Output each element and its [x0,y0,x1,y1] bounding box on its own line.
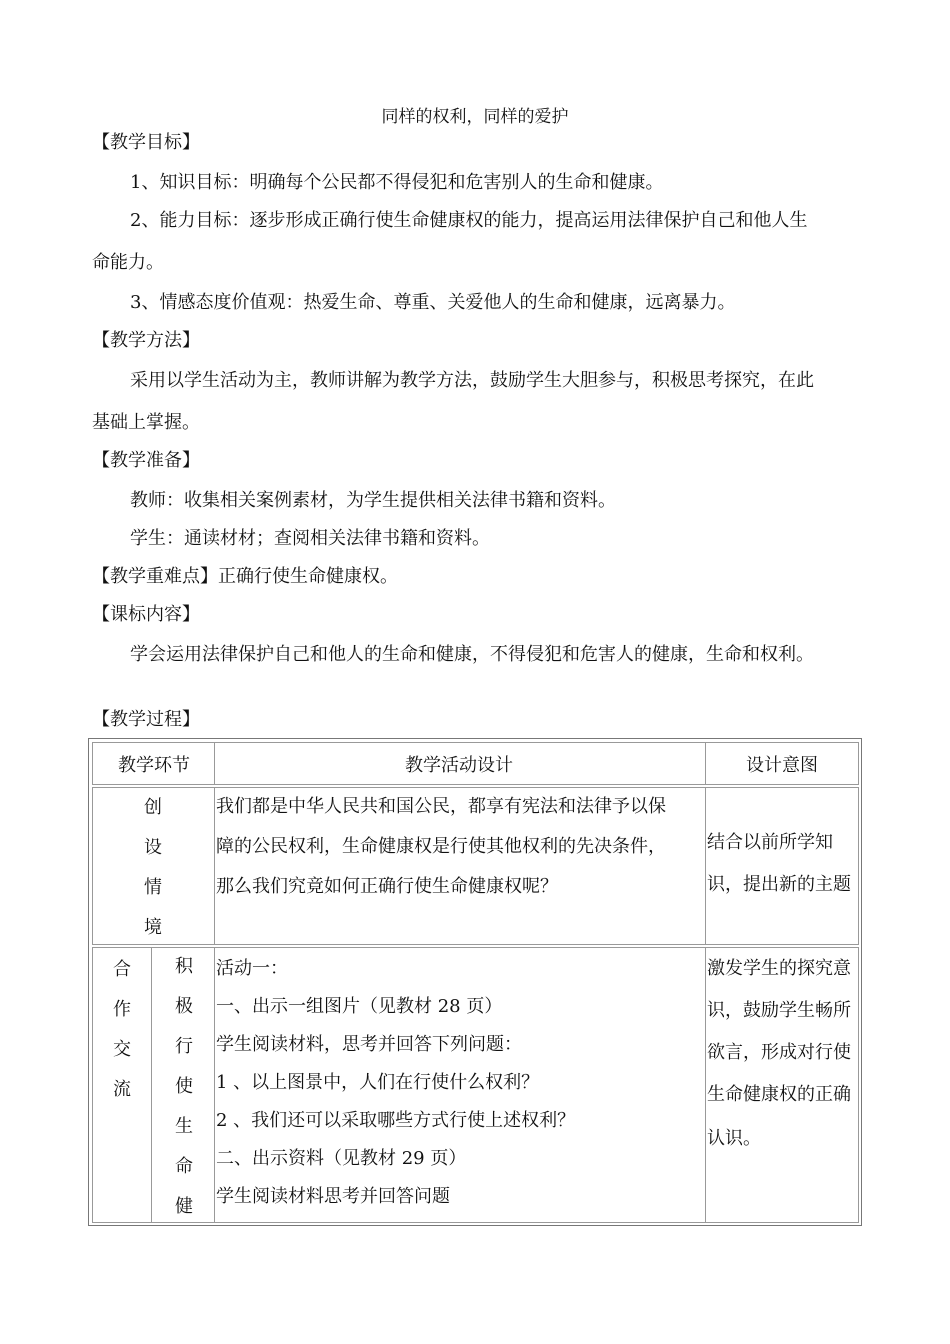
row1-intent-line: 识，提出新的主题 [707,874,851,895]
row1-stage-char: 设 [144,837,162,858]
heading-curriculum-standard: 【课标内容】 [92,604,200,625]
row2-substage-char: 命 [175,1156,193,1177]
row2-stage-vertical-text [110,950,134,1110]
row2-substage-char: 健 [175,1196,193,1217]
heading-teaching-preparation: 【教学准备】 [92,450,200,471]
row1-activity-line: 我们都是中华人民共和国公民，都享有宪法和法律予以保 [216,796,666,817]
header-cell-stage [92,742,215,785]
row1-intent-cell [705,787,859,945]
row2-substage-char: 行 [175,1036,193,1057]
row2-activity-line: 活动一： [216,958,288,979]
row2-stage-char: 流 [113,1079,131,1100]
goal-emotion: 3、情感态度价值观：热爱生命、尊重、关爱他人的生命和健康，远离暴力。 [130,292,736,313]
row1-activity-line: 那么我们究竟如何正确行使生命健康权呢？ [216,876,558,897]
row2-stage-char: 交 [113,1039,131,1060]
prep-teacher: 教师：收集相关案例素材，为学生提供相关法律书籍和资料。 [130,490,616,511]
document-title: 同样的权利，同样的爱护 [381,107,569,127]
goal-ability-line1: 2、能力目标：逐步形成正确行使生命健康权的能力，提高运用法律保护自己和他人生 [130,210,808,231]
row2-substage-cell [151,947,215,1223]
row1-stage-char: 创 [144,797,162,818]
row2-stage-cell [92,947,152,1223]
row2-substage-char: 使 [175,1076,193,1097]
row2-intent-line: 激发学生的探究意 [707,958,851,979]
row1-stage-cell [92,787,215,945]
header-activity: 教学活动设计 [405,755,513,776]
heading-teaching-goals: 【教学目标】 [92,132,200,153]
header-cell-intent [705,742,859,785]
row2-intent-line: 欲言，形成对行使 [707,1042,851,1063]
row2-activity-line: 学生阅读材料，思考并回答下列问题： [216,1034,522,1055]
row1-stage-char: 境 [144,917,162,938]
header-stage: 教学环节 [118,755,190,776]
method-line2: 基础上掌握。 [92,412,200,433]
row1-activity-line: 障的公民权利，生命健康权是行使其他权利的先决条件， [216,836,666,857]
row2-stage-char: 合 [113,959,131,980]
key-difficult-point: 【教学重难点】正确行使生命健康权。 [92,566,398,587]
row2-activity-cell [214,947,706,1223]
row2-substage-char: 积 [175,956,193,977]
row2-stage-char: 作 [113,999,131,1020]
goal-ability-line2: 命能力。 [92,252,164,273]
teaching-process-table [88,738,862,1226]
header-intent: 设计意图 [746,755,818,776]
header-cell-activity [214,742,706,785]
row2-intent-line: 生命健康权的正确 [707,1084,851,1105]
curriculum-standard-text: 学会运用法律保护自己和他人的生命和健康，不得侵犯和危害人的健康，生命和权利。 [130,644,814,665]
row2-activity-line: 二、出示资料（见教材 29 页） [216,1148,467,1169]
row1-activity-cell [214,787,706,945]
row2-substage-char: 生 [175,1116,193,1137]
prep-student: 学生：通读材材；查阅相关法律书籍和资料。 [130,528,490,549]
row2-substage-char: 极 [175,996,193,1017]
row1-stage-vertical-text [141,788,165,948]
row2-activity-line: 2 、我们还可以采取哪些方式行使上述权利？ [216,1110,576,1131]
row1-stage-char: 情 [144,877,162,898]
row2-activity-line: 1 、以上图景中，人们在行使什么权利？ [216,1072,540,1093]
row2-substage-vertical-text [172,947,196,1227]
row2-intent-line: 认识。 [707,1128,761,1149]
method-line1: 采用以学生活动为主，教师讲解为教学方法，鼓励学生大胆参与，积极思考探究，在此 [130,370,814,391]
row1-intent-line: 结合以前所学知 [707,832,833,853]
row2-intent-cell [705,947,859,1223]
row2-intent-line: 识，鼓励学生畅所 [707,1000,851,1021]
heading-teaching-method: 【教学方法】 [92,330,200,351]
row2-activity-line: 一、出示一组图片（见教材 28 页） [216,996,503,1017]
heading-teaching-process: 【教学过程】 [92,709,200,730]
goal-knowledge: 1、知识目标：明确每个公民都不得侵犯和危害别人的生命和健康。 [130,172,664,193]
row2-activity-line: 学生阅读材料思考并回答问题 [216,1186,450,1207]
